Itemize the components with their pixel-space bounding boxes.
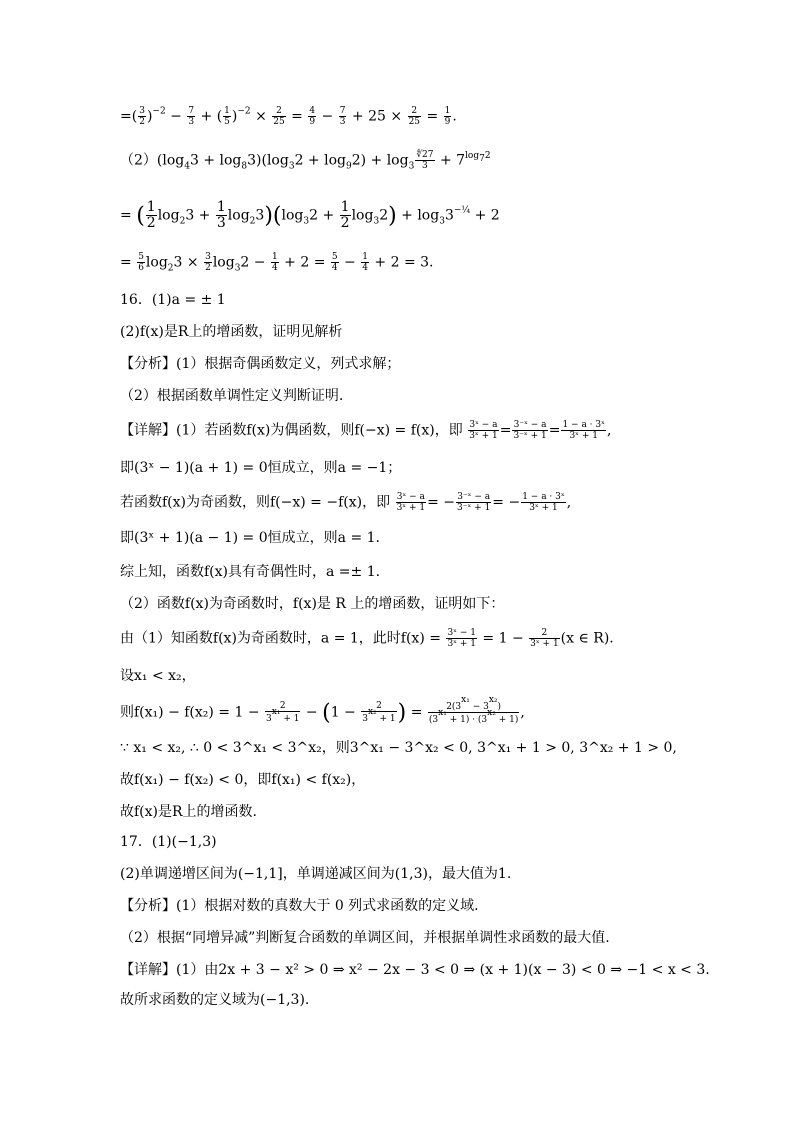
detail-17-line-1: 【详解】(1）由2x + 3 − x² > 0 ⇒ x² − 2x − 3 < 0 ⇒ (x + 1)(x − 3) < 0 ⇒ −1 < x < 3. (120, 962, 710, 978)
detail-16-line-6: （2）函数f(x)为奇函数时，f(x)是 R 上的增函数，证明如下： (120, 596, 505, 612)
detail-16-line-5: 综上知，函数f(x)具有奇偶性时，a =± 1. (120, 564, 381, 580)
answer-16-2: (2)f(x)是R上的增函数，证明见解析 (120, 324, 343, 340)
detail-16-line-7: 由（1）知函数f(x)为奇函数时，a = 1，此时f(x) = $\frac{\text{3ˣ − 1}}{\text{3ˣ + 1}}$ = 1 − $\frac{2}{\text{3ˣ + 1}}$ (x ∈ R). (120, 628, 614, 649)
answer-17-2: (2)单调递增区间为(−1,1]，单调递减区间为(1,3)，最大值为1. (120, 866, 512, 882)
detail-16-line-9: 则f(x₁) − f(x₂) = 1 − $\frac{2}{3^{x_1} + 1}$ − (1 − $\frac{2}{3^{x_2} + 1}$ ) = $\frac{2(3^{x_1} - 3^{x_2})}{(3^{x_1} + 1) \cdot (3^{x_2} + 1)}$ , (120, 695, 525, 726)
analysis-16-2: （2）根据函数单调性定义判断证明. (120, 388, 344, 404)
detail-16-line-4: 即(3ˣ + 1)(a − 1) = 0恒成立，则a = 1. (120, 530, 380, 546)
detail-16-line-1-text: 【详解】(1）若函数f(x)为偶函数，则f(−x) = f(x)，即 (120, 422, 463, 439)
equation-line-3: = ( $\frac{1}{2}$ $\log_23$ + $\frac{1}{3}$ $\log_23)(\log_32$ + $\frac{1}{2}$ $\log_32) + \log_33^{-\frac{1}{4}} + 2$ (120, 199, 500, 231)
detail-16-line-12: 故f(x)是R上的增函数. (120, 804, 257, 820)
detail-16-line-1: 【详解】(1）若函数f(x)为偶函数，则f(−x) = f(x)，即 $\frac{\text{3ˣ − a}}{\text{3ˣ + 1}}$ = $\frac{\text{3⁻ˣ − a}}{\text{3⁻ˣ + 1}}$ = $\frac{\text{1 − a · 3ˣ}}{\text{3ˣ + 1}}$ , (120, 420, 612, 441)
equation-line-1: =( $\frac{3}{2}$ )$^{-2}$ − $\frac{7}{3}$ + ( $\frac{1}{5}$ )$^{-2}$ × $\frac{2}{25}$ = $\frac{4}{9}$ − $\frac{7}{3}$ + 25 × $\frac{2}{25}$ = $\frac{1}{9}$ . (120, 106, 457, 127)
equation-line-2: $(2)(\log_43 + \log_83)(\log_32 + \log_92) + \log_3$ $\frac{∜27}{3}$ + $7^{log_72}$ (120, 150, 491, 172)
answer-16-1: 16．(1)a = ± 1 (120, 292, 226, 308)
detail-16-line-3-text: 若函数f(x)为奇函数，则f(−x) = −f(x)，即 (120, 494, 391, 511)
detail-16-line-8: 设x₁ < x₂， (120, 668, 196, 684)
detail-17-line-2: 故所求函数的定义域为(−1,3). (120, 992, 310, 1008)
analysis-17-2: （2）根据“同增异减”判断复合函数的单调区间，并根据单调性求函数的最大值. (120, 930, 610, 946)
detail-16-line-2: 即(3ˣ − 1)(a + 1) = 0恒成立，则a = −1； (120, 460, 402, 476)
answer-17-1: 17．(1)(−1,3) (120, 834, 217, 850)
equation-line-4: = $\frac{5}{6}$ $\log_23$ × $\frac{3}{2}$ $\log_32$ − $\frac{1}{4}$ + 2 = $\frac{5}{4}$ − $\frac{1}{4}$ + 2 = 3. (120, 252, 434, 274)
detail-16-line-3: 若函数f(x)为奇函数，则f(−x) = −f(x)，即 $\frac{\text{3ˣ − a}}{\text{3ˣ + 1}}$ = − $\frac{\text{3⁻ˣ − a}}{\text{3⁻ˣ + 1}}$ = − $\frac{\text{1 − a · 3ˣ}}{\text{3ˣ + 1}}$ , (120, 492, 572, 513)
detail-16-line-9-text: 则f(x₁) − f(x₂) = 1 − (120, 704, 260, 721)
analysis-16-1: 【分析】(1）根据奇偶函数定义，列式求解； (120, 356, 401, 372)
analysis-17-1: 【分析】(1）根据对数的真数大于 0 列式求函数的定义域. (120, 898, 479, 914)
detail-16-line-11: 故f(x₁) − f(x₂) < 0，即f(x₁) < f(x₂)， (120, 772, 366, 788)
detail-16-line-10: ∵ x₁ < x₂, ∴ 0 < 3^x₁ < 3^x₂，则3^x₁ − 3^x₂ < 0, 3^x₁ + 1 > 0, 3^x₂ + 1 > 0, (120, 740, 677, 756)
detail-16-line-7-text: 由（1）知函数f(x)为奇函数时，a = 1，此时f(x) = (120, 630, 441, 647)
